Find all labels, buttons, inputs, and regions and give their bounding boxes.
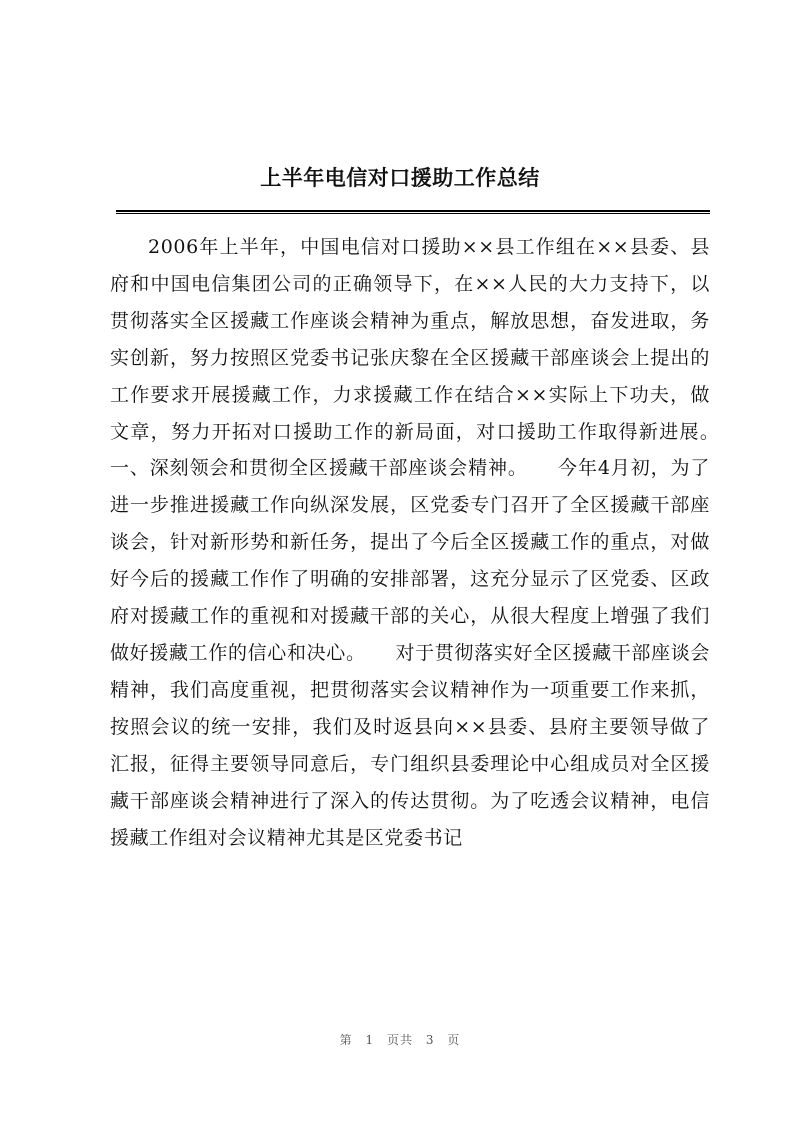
footer-middle: 页共 <box>386 1033 413 1047</box>
body-paragraph: 2006年上半年，中国电信对口援助××县工作组在××县委、县府和中国电信集团公司的正确领导下，在××人民的大力支持下，以贯彻落实全区援藏工作座谈会精神为重点，解放思想，奋发进取，务实创新，努力按照区党委书记张庆黎在全区援藏干部座谈会上提出的工作要求开展援藏工作，力求援藏工作在结合××实际上下功夫，做文章，努力开拓对口援助工作的新局面，对口援助工作取得新进展。 一、深刻领会和贯彻全区援藏干部座谈会精神。 今年4月初，为了进一步推进援藏工作向纵深发展，区党委专门召开了全区援藏干部座谈会，针对新形势和新任务，提出了今后全区援藏工作的重点，对做好今后的援藏工作作了明确的安排部署，这充分显示了区党委、区政府对援藏工作的重视和对援藏干部的关心，从很大程度上增强了我们做好援藏工作的信心和决心。 对于贯彻落实好全区援藏干部座谈会精神，我们高度重视，把贯彻落实会议精神作为一项重要工作来抓，按照会议的统一安排，我们及时返县向××县委、县府主要领导做了汇报，征得主要领导同意后，专门组织县委理论中心组成员对全区援藏干部座谈会精神进行了深入的传达贯彻。为了吃透会议精神，电信援藏工作组对会议精神尤其是区党委书记 <box>110 236 750 849</box>
title-divider <box>116 210 710 214</box>
footer-total-pages: 3 <box>425 1033 435 1047</box>
document-title: 上半年电信对口援助工作总结 <box>260 165 540 190</box>
page-footer <box>0 1031 800 1048</box>
footer-page-number: 1 <box>365 1033 375 1047</box>
footer-suffix: 页 <box>447 1033 461 1047</box>
footer-prefix: 第 <box>339 1033 353 1047</box>
